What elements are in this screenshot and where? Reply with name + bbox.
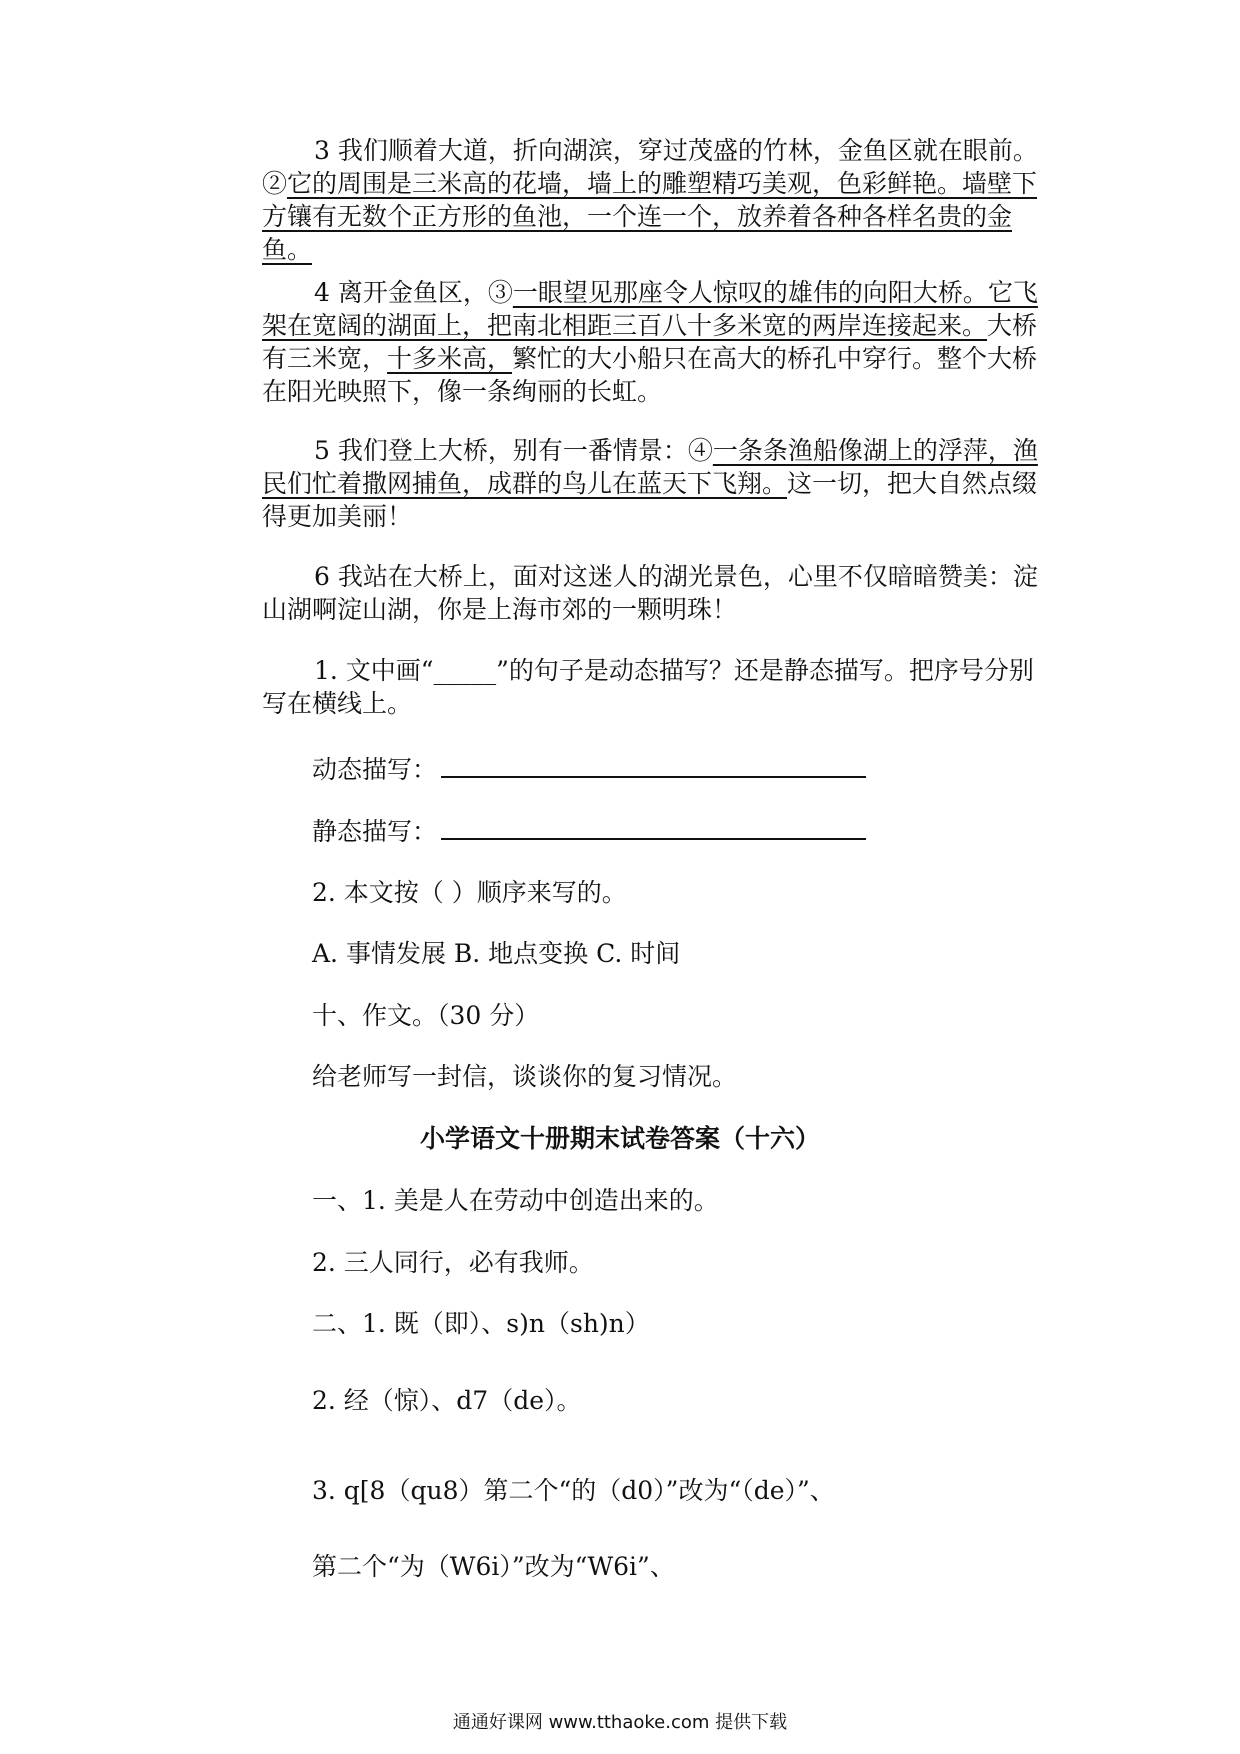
paragraph-text: 繁忙的大小船只在高大的桥孔中穿行。整个大桥在阳光映照下，像一条绚丽的长虹。 xyxy=(262,344,1038,406)
paragraph-text: 大桥有三米宽， xyxy=(262,311,1038,373)
underlined-sentence-4: 一条条渔船像湖上的浮萍，渔民们忙着撒网捕鱼，成群的鸟儿在蓝天下飞翔。 xyxy=(262,436,1038,498)
paragraph-text: 离开金鱼区，③ xyxy=(337,278,513,307)
footer-source: 通通好课网 www.tthaoke.com 提供下载 xyxy=(452,1712,788,1733)
paragraph-text: 这一切，把大自然点缀得更加美丽！ xyxy=(262,469,1038,531)
static-description-line xyxy=(312,814,866,848)
static-label: 静态描写： xyxy=(312,817,438,846)
paragraph-text: 我站在大桥上，面对这迷人的湖光景色，心里不仅暗暗赞美：淀山湖啊淀山湖，你是上海市郊的一颗明珠！ xyxy=(262,562,1038,624)
dynamic-label: 动态描写： xyxy=(312,755,438,784)
paragraph-5 xyxy=(262,434,1050,533)
paragraph-number: 4 xyxy=(314,278,330,307)
answer-2-2: 2. 经（惊）、d7（de）。 xyxy=(312,1386,582,1415)
paragraph-number: 5 xyxy=(314,436,330,465)
paragraph-4 xyxy=(262,276,1050,408)
dynamic-answer-blank[interactable] xyxy=(441,752,866,778)
section-10-heading: 十、作文。（30 分） xyxy=(312,1001,540,1030)
paragraph-number: 6 xyxy=(314,562,330,591)
answer-2-3: 3. q[8（qu8）第二个“的（d0）”改为“（de）”、 xyxy=(312,1476,835,1505)
paragraph-6 xyxy=(262,560,1050,626)
paragraph-text: 我们顺着大道，折向湖滨，穿过茂盛的竹林，金鱼区就在眼前。② xyxy=(262,136,1038,198)
answers-title: 小学语文十册期末试卷答案（十六） xyxy=(419,1124,820,1153)
answer-2-1: 二、1. 既（即）、s)n（sh)n） xyxy=(312,1309,650,1338)
answer-1-1: 一、1. 美是人在劳动中创造出来的。 xyxy=(312,1186,719,1215)
paragraph-number: 3 xyxy=(314,136,330,165)
underlined-sentence-2: 它的周围是三米高的花墙，墙上的雕塑精巧美观，色彩鲜艳。墙壁下方镶有无数个正方形的鱼池，一个连一个，放养着各种各样名贵的金鱼。 xyxy=(262,169,1038,264)
static-answer-blank[interactable] xyxy=(441,814,866,840)
question-2-options: A. 事情发展 B. 地点变换 C. 时间 xyxy=(312,939,681,968)
underlined-sentence-3: 一眼望见那座令人惊叹的雄伟的向阳大桥。它飞架在宽阔的湖面上，把南北相距三百八十多米宽的两岸连接起来。 xyxy=(262,278,1038,340)
question-2: 2. 本文按（ ）顺序来写的。 xyxy=(312,878,627,907)
essay-prompt: 给老师写一封信，谈谈你的复习情况。 xyxy=(312,1062,738,1091)
dynamic-description-line xyxy=(312,752,866,786)
answer-1-2: 2. 三人同行，必有我师。 xyxy=(312,1248,594,1277)
question-1: 1. 文中画“_____”的句子是动态描写？还是静态描写。把序号分别写在横线上。 xyxy=(262,656,1034,718)
paragraph-text: 我们登上大桥，别有一番情景：④ xyxy=(337,436,713,465)
answer-2-4: 第二个“为（W6i）”改为“W6i”、 xyxy=(312,1552,675,1581)
paragraph-3 xyxy=(262,134,1050,266)
underlined-fragment: 十多米高， xyxy=(387,344,513,373)
